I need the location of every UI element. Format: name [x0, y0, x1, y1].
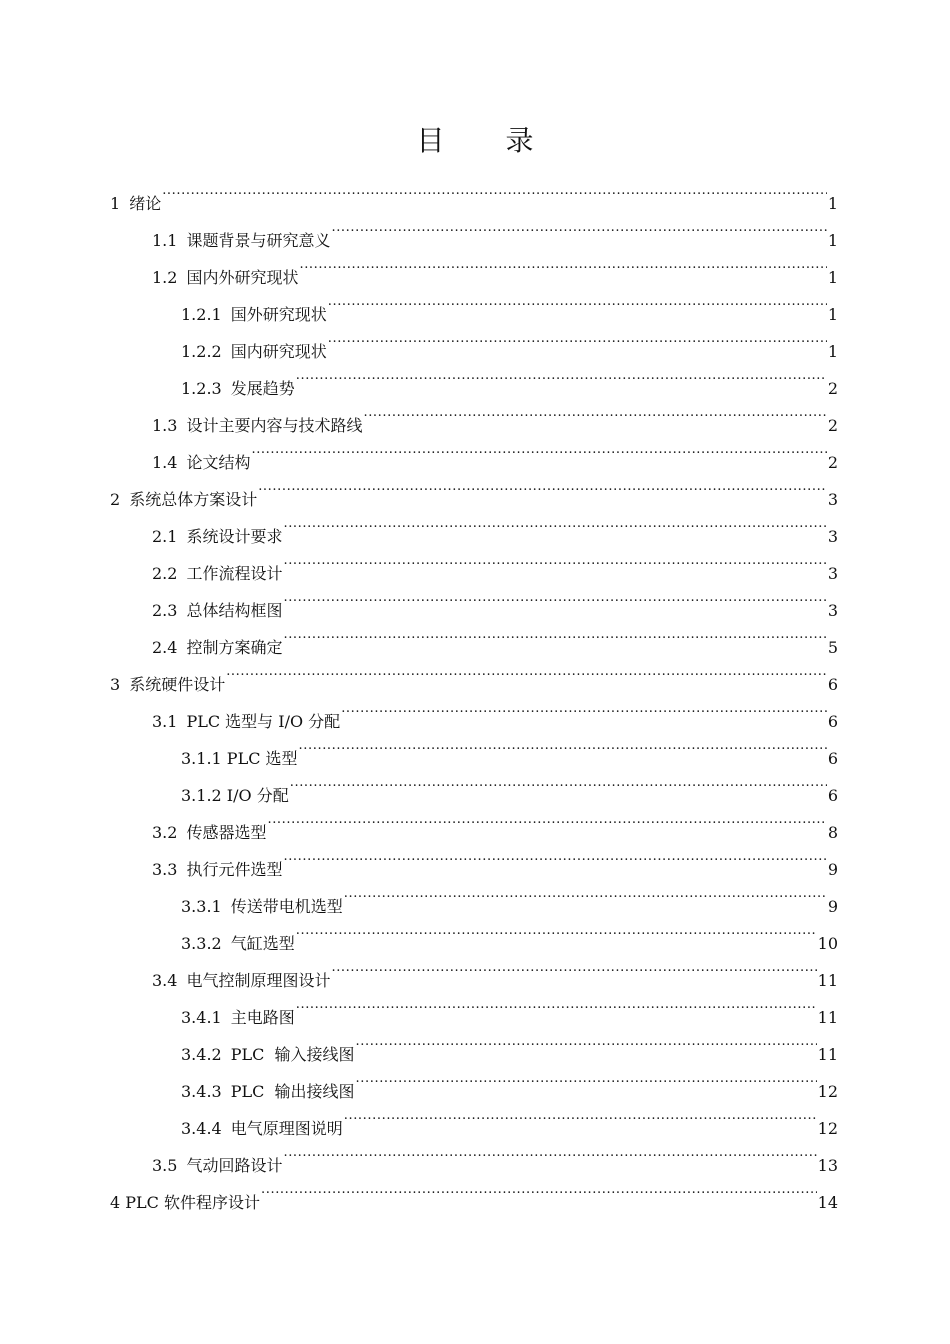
toc-entry-title: 国内外研究现状: [186, 268, 299, 287]
toc-entry-number: 3.1.1: [181, 749, 222, 768]
toc-entry-number: 2.4: [152, 638, 178, 657]
toc-entry[interactable]: [0, 912, 950, 953]
toc-entry[interactable]: [0, 172, 950, 213]
toc-entry-page-number: 6: [827, 786, 838, 805]
toc-entry-number: 1.2.2: [181, 342, 222, 361]
toc-entry[interactable]: [0, 283, 950, 324]
toc-entry-number: 3: [110, 675, 121, 694]
toc-dot-leader: [258, 468, 827, 505]
page-title: 目 录: [416, 124, 560, 157]
toc-entry[interactable]: [0, 505, 950, 546]
toc-entry-number: 3.4.1: [181, 1008, 222, 1027]
toc-entry-title: I/O 分配: [221, 786, 289, 805]
toc-entry-title: 执行元件选型: [186, 860, 283, 879]
toc-entry-title: PLC 输入接线图: [230, 1045, 355, 1064]
toc-entry-number: 1.4: [152, 453, 178, 472]
toc-dot-leader: [341, 690, 827, 727]
toc-entry[interactable]: [0, 542, 950, 583]
toc-dot-leader: [162, 172, 827, 209]
toc-entry-title: PLC 软件程序设计: [120, 1193, 260, 1212]
toc-entry-number: 1.3: [152, 416, 178, 435]
toc-dot-leader: [363, 394, 826, 431]
toc-entry-number: 2: [110, 490, 121, 509]
toc-entry-title: 论文结构: [186, 453, 251, 472]
toc-entry-page-number: 9: [827, 860, 838, 879]
toc-entry-title: 课题背景与研究意义: [186, 231, 331, 250]
toc-entry-page-number: 14: [817, 1193, 838, 1212]
toc-entry-title: PLC 选型与 I/O 分配: [186, 712, 341, 731]
toc-entry-number: 3.4: [152, 971, 178, 990]
toc-entry-page-number: 6: [827, 675, 838, 694]
toc-entry[interactable]: [0, 431, 950, 472]
toc-entry-number: 3.3.2: [181, 934, 222, 953]
toc-dot-leader: [283, 579, 826, 616]
toc-dot-leader: [299, 727, 827, 764]
toc-dot-leader: [283, 542, 826, 579]
toc-entry[interactable]: [0, 357, 950, 398]
toc-entry-number: 4: [110, 1193, 121, 1212]
toc-entry-page-number: 13: [817, 1156, 838, 1175]
toc-entry-page-number: 1: [827, 305, 838, 324]
toc-entry-page-number: 11: [817, 1008, 838, 1027]
toc-entry-title: 设计主要内容与技术路线: [186, 416, 363, 435]
toc-dot-leader: [251, 431, 826, 468]
toc-entry-page-number: 3: [827, 490, 838, 509]
toc-entry-title: 国外研究现状: [230, 305, 327, 324]
toc-entry-page-number: 1: [827, 342, 838, 361]
toc-entry[interactable]: [0, 1060, 950, 1101]
toc-dot-leader: [296, 357, 827, 394]
toc-entry-number: 3.1.2: [181, 786, 222, 805]
toc-entry-page-number: 3: [827, 601, 838, 620]
toc-entry-number: 1.1: [152, 231, 178, 250]
toc-entry[interactable]: [0, 209, 950, 250]
toc-dot-leader: [283, 838, 826, 875]
toc-dot-leader: [283, 505, 826, 542]
toc-entry-title: 气动回路设计: [186, 1156, 283, 1175]
toc-dot-leader: [226, 653, 827, 690]
toc-entry-number: 3.4.3: [181, 1082, 222, 1101]
toc-entry-title: 系统硬件设计: [129, 675, 226, 694]
table-of-contents: [0, 172, 950, 1212]
toc-dot-leader: [328, 283, 827, 320]
toc-entry-number: 1: [110, 194, 121, 213]
toc-entry[interactable]: [0, 1134, 950, 1175]
toc-dot-leader: [261, 1171, 817, 1208]
toc-entry-page-number: 11: [817, 1045, 838, 1064]
toc-entry-number: 1.2.1: [181, 305, 222, 324]
toc-entry-page-number: 2: [827, 453, 838, 472]
toc-entry-number: 2.3: [152, 601, 178, 620]
toc-entry-title: 传感器选型: [186, 823, 267, 842]
toc-entry-page-number: 6: [827, 749, 838, 768]
toc-dot-leader: [356, 1060, 817, 1097]
toc-entry-number: 3.5: [152, 1156, 178, 1175]
toc-dot-leader: [290, 764, 827, 801]
toc-entry-title: 电气控制原理图设计: [186, 971, 331, 990]
toc-entry-page-number: 5: [827, 638, 838, 657]
toc-entry-page-number: 1: [827, 268, 838, 287]
toc-entry-title: 控制方案确定: [186, 638, 283, 657]
toc-dot-leader: [344, 1097, 817, 1134]
toc-dot-leader: [331, 209, 826, 246]
toc-dot-leader: [283, 1134, 816, 1171]
toc-entry-title: 发展趋势: [230, 379, 295, 398]
toc-entry[interactable]: [0, 727, 950, 768]
toc-dot-leader: [328, 320, 827, 357]
toc-entry[interactable]: [0, 875, 950, 916]
toc-entry-title: PLC 输出接线图: [230, 1082, 355, 1101]
toc-entry-title: PLC 选型: [221, 749, 298, 768]
toc-entry-title: 电气原理图说明: [230, 1119, 343, 1138]
toc-entry-page-number: 6: [827, 712, 838, 731]
toc-entry-title: 气缸选型: [230, 934, 295, 953]
toc-entry-page-number: 11: [817, 971, 838, 990]
toc-entry-page-number: 3: [827, 564, 838, 583]
toc-dot-leader: [356, 1023, 817, 1060]
toc-entry[interactable]: [0, 653, 950, 694]
toc-entry[interactable]: [0, 838, 950, 879]
toc-entry[interactable]: [0, 801, 950, 842]
toc-entry-number: 2.2: [152, 564, 178, 583]
toc-entry-title: 工作流程设计: [186, 564, 283, 583]
toc-entry-number: 3.4.4: [181, 1119, 222, 1138]
toc-entry-title: 系统设计要求: [186, 527, 283, 546]
toc-entry-page-number: 2: [827, 379, 838, 398]
toc-entry-number: 1.2: [152, 268, 178, 287]
toc-entry[interactable]: [0, 690, 950, 731]
toc-dot-leader: [296, 912, 817, 949]
toc-dot-leader: [299, 246, 826, 283]
toc-entry-number: 3.3.1: [181, 897, 222, 916]
toc-entry[interactable]: [0, 1171, 950, 1212]
toc-entry-title: 绪论: [129, 194, 162, 213]
toc-entry[interactable]: [0, 1023, 950, 1064]
toc-entry[interactable]: [0, 579, 950, 620]
toc-entry-page-number: 12: [817, 1119, 838, 1138]
toc-entry[interactable]: [0, 468, 950, 509]
toc-entry-title: 总体结构框图: [186, 601, 283, 620]
toc-entry-number: 3.1: [152, 712, 178, 731]
toc-dot-leader: [267, 801, 826, 838]
toc-entry[interactable]: [0, 246, 950, 287]
toc-entry-number: 1.2.3: [181, 379, 222, 398]
toc-entry-page-number: 2: [827, 416, 838, 435]
toc-entry-number: 3.2: [152, 823, 178, 842]
toc-entry-title: 国内研究现状: [230, 342, 327, 361]
toc-entry[interactable]: [0, 320, 950, 361]
toc-entry-number: 3.3: [152, 860, 178, 879]
toc-entry-title: 系统总体方案设计: [129, 490, 258, 509]
toc-entry-number: 3.4.2: [181, 1045, 222, 1064]
toc-entry-page-number: 10: [817, 934, 838, 953]
toc-entry[interactable]: [0, 949, 950, 990]
toc-dot-leader: [283, 616, 826, 653]
toc-dot-leader: [296, 986, 817, 1023]
toc-dot-leader: [344, 875, 827, 912]
toc-entry-page-number: 3: [827, 527, 838, 546]
toc-entry-title: 传送带电机选型: [230, 897, 343, 916]
toc-entry[interactable]: [0, 986, 950, 1027]
toc-entry[interactable]: [0, 616, 950, 657]
toc-entry[interactable]: [0, 764, 950, 805]
toc-dot-leader: [331, 949, 816, 986]
toc-entry-page-number: 12: [817, 1082, 838, 1101]
toc-entry-title: 主电路图: [230, 1008, 295, 1027]
toc-entry-number: 2.1: [152, 527, 178, 546]
toc-entry-page-number: 9: [827, 897, 838, 916]
toc-entry[interactable]: [0, 1097, 950, 1138]
toc-entry-page-number: 1: [827, 231, 838, 250]
toc-entry-page-number: 8: [827, 823, 838, 842]
toc-entry-page-number: 1: [827, 194, 838, 213]
toc-entry[interactable]: [0, 394, 950, 435]
